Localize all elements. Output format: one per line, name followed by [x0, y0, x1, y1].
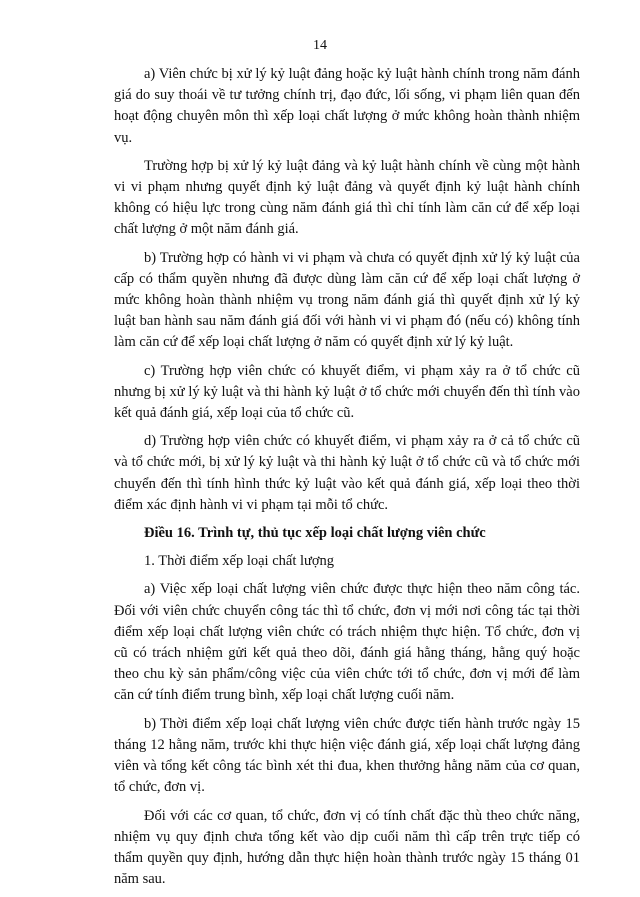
paragraph-special-units: Đối với các cơ quan, tổ chức, đơn vị có tính chất đặc thù theo chức năng, nhiệm vụ quy định chưa tổng kết vào dịp cuối năm thì cấp trên trực tiếp có thẩm quyền quy định, hướng dẫn thực hiện hoàn thành trước ngày 15 tháng 01 năm sau.	[114, 807, 580, 888]
paragraph-b-rating-deadline: b) Thời điểm xếp loại chất lượng viên chức được tiến hành trước ngày 15 tháng 12 hằng năm, trước khi thực hiện việc đánh giá, xếp loại chất lượng đảng viên và tổng kết công tác bình xét thi đua, khen thưởng hằng năm của cơ quan, tổ chức, đơn vị.	[114, 715, 580, 796]
section-1-heading: 1. Thời điểm xếp loại chất lượng	[144, 553, 335, 570]
paragraph-a-annual-rating: a) Việc xếp loại chất lượng viên chức được thực hiện theo năm công tác. Đối với viên chức chuyển công tác thì tổ chức, đơn vị mới nơi công tác tại thời điểm xếp loại chất lượng viên chức có trách nhiệm thực hiện. Tổ chức, đơn vị cũ có trách nhiệm gửi kết quả theo dõi, đánh giá hằng tháng, hằng quý hoặc theo chu kỳ sản phẩm/công việc của viên chức tới tổ chức, đơn vị mới để làm căn cứ tính điểm trung bình, xếp loại chất lượng cuối năm.	[114, 581, 580, 704]
paragraph-same-violation: Trường hợp bị xử lý kỷ luật đảng và kỷ luật hành chính về cùng một hành vi vi phạm nhưng quyết định kỷ luật đảng và quyết định kỷ luật hành chính không có hiệu lực trong cùng năm đánh giá thì chỉ tính làm căn cứ để xếp loại chất lượng ở một năm đánh giá.	[114, 157, 580, 238]
paragraph-c-old-organization: c) Trường hợp viên chức có khuyết điểm, vi phạm xảy ra ở tổ chức cũ nhưng bị xử lý kỷ luật và thi hành kỷ luật ở tổ chức mới chuyển đến thì tính vào kết quả đánh giá, xếp loại của tổ chức cũ.	[114, 362, 580, 422]
article-16-heading: Điều 16. Trình tự, thủ tục xếp loại chất lượng viên chức	[144, 525, 486, 542]
page-number: 14	[313, 38, 327, 53]
document-body	[114, 64, 580, 897]
paragraph-a-discipline: a) Viên chức bị xử lý kỷ luật đảng hoặc kỷ luật hành chính trong năm đánh giá do suy thoái về tư tưởng chính trị, đạo đức, lối sống, vi phạm liên quan đến hoạt động chuyên môn thì xếp loại chất lượng ở mức không hoàn thành nhiệm vụ.	[114, 66, 580, 146]
paragraph-d-both-organizations: d) Trường hợp viên chức có khuyết điểm, vi phạm xảy ra ở cả tổ chức cũ và tổ chức mới, bị xử lý kỷ luật và thi hành kỷ luật ở tổ chức cũ và tổ chức mới chuyển đến thì tính hình thức kỷ luật vào kết quả đánh giá, xếp loại theo thời điểm xác định hành vi vi phạm tại mỗi tổ chức.	[114, 433, 580, 513]
paragraph-b-pending-decision: b) Trường hợp có hành vi vi phạm và chưa có quyết định xử lý kỷ luật của cấp có thẩm quyền nhưng đã được dùng làm căn cứ để xếp loại chất lượng ở mức không hoàn thành nhiệm vụ trong năm đánh giá thì quyết định xử lý kỷ luật ban hành sau năm đánh giá đối với hành vi vi phạm đó (nếu có) không tính làm căn cứ để xếp loại chất lượng ở năm có quyết định xử lý kỷ luật.	[114, 249, 580, 351]
